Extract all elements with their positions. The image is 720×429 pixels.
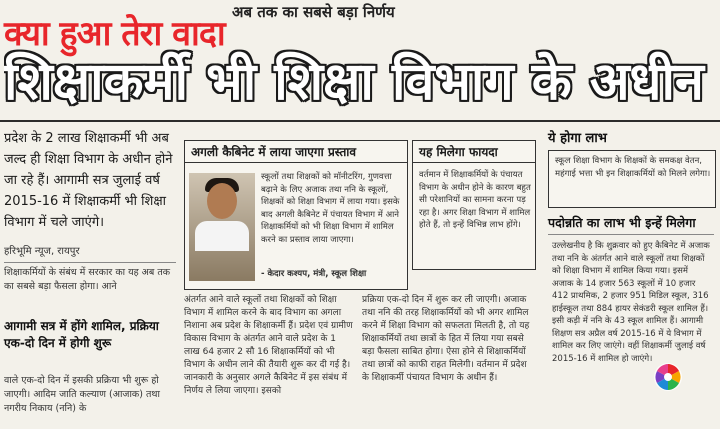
kicker-top: अब तक का सबसे बड़ा निर्णय [232,3,395,21]
middle-col-2: प्रक्रिया एक-दो दिन में शुरू कर ली जाएगी। अजाक तथा ननि की तरह शिक्षाकर्मियों को भी अगर शामिल करने में शिक्षा विभाग को सफलता मिलती है, तो यह शिक्षाकर्मियों तथा छात्रों के हित में लिया गया सबसे बड़ा फैसला साबित होगा। ऐसा होने से शिक्षाकर्मियों तथा छात्रों को काफी राहत मिलेगी। वर्तमान में प्रदेश के शिक्षाकर्मी पंचायत विभाग के अधीन हैं। [362,295,530,383]
benefit-box [412,140,536,270]
lead-text: प्रदेश के 2 लाख शिक्षाकर्मी भी अब जल्द ही शिक्षा विभाग के अधीन होने जा रहे हैं। आगामी सत्र जुलाई वर्ष 2015-16 में शिक्षाकर्मी भी शिक्षा विभाग में चले जाएंगे। [4,131,173,230]
cabinet-attribution: - केदार कश्यप, मंत्री, स्कूल शिक्षा [261,269,367,279]
lead-subhead: आगामी सत्र में होंगे शामिल, प्रक्रिया एक-दो दिन में होगी शुरू [4,319,159,350]
headline: शिक्षाकर्मी भी शिक्षा विभाग के अधीन [4,52,704,112]
divider [4,262,176,263]
middle-col-1: अंतर्गत आने वाले स्कूलों तथा शिक्षकों को शिक्षा विभाग में शामिल करने के बाद विभाग का अगला निशाना अब प्रदेश के शिक्षाकर्मी हैं। प्रदेश एवं ग्रामीण विकास विभाग के अंतर्गत आने वाले प्रदेश के 1 लाख 64 हजार 2 सौ 16 शिक्षाकर्मियों को भी विभाग के अधीन लाने की तैयारी शुरू कर दी गई है। जानकारी के अनुसार अगले कैबिनेट में इस संबंध में निर्णय ले लिया जाएगा। इसको [184,295,353,396]
cabinet-title: अगली कैबिनेट में लाया जाएगा प्रस्ताव [185,141,407,163]
minister-photo [189,173,255,281]
right-divider [548,234,714,235]
right-box-1 [548,150,716,208]
right-title-1: ये होगा लाभ [548,131,607,146]
lead-para-1: शिक्षाकर्मियों के संबंध में सरकार का यह अब तक का सबसे बड़ा फैसला होगा। आने [4,267,171,292]
byline: हरिभूमि न्यूज, रायपुर [4,246,80,257]
cabinet-quote: स्कूलों तथा शिक्षकों को मॉनीटरिंग, गुणवत्ता बढ़ाने के लिए अजाक तथा ननि के स्कूलों, शिक्षकों को शिक्षा विभाग में लाया गया। इसके बाद अगली कैबिनेट में पंचायत विभाग में आने शिक्षाकर्मियों को भी शिक्षा विभाग में शामिल करने का प्रस्ताव लाया जाएगा। [261,172,400,245]
photo-shirt [195,221,249,251]
photo-face [207,183,237,219]
right-title-2: पदोन्नति का लाभ भी इन्हें मिलेगा [548,215,696,230]
pinwheel-logo-icon [653,362,683,392]
right-item-2: उल्लेखनीय है कि शुक्रवार को हुए कैबिनेट में अजाक तथा ननि के अंतर्गत आने वाले स्कूलों तथा शिक्षकों को शिक्षा विभाग में शामिल किया गया। इसमें अजाक के 14 हजार 563 स्कूलों में 10 हजार 412 प्राथमिक, 2 हजार 951 मिडिल स्कूल, 316 हाईस्कूल तथा 884 हायर सेकंडरी स्कूल शामिल हैं। इसी कड़ी में ननि के 43 स्कूल शामिल हैं। आगामी शिक्षण सत्र अप्रैल वर्ष 2015-16 में ये विभाग में शामिल कर लिए जाएंगे। वहीं शिक्षाकर्मी जुलाई वर्ष 2015-16 में शामिल हो जाएंगे। [552,241,710,364]
headline-rule [0,120,720,122]
right-item-1: स्कूल शिक्षा विभाग के शिक्षकों के समकक्ष वेतन, महंगाई भत्ता भी इन शिक्षाकर्मियों को मिलने लगेगा। [555,156,711,179]
lead-para-2: वाले एक-दो दिन में इसकी प्रक्रिया भी शुरू हो जाएगी। आदिम जाति कल्याण (आजाक) तथा नगरीय निकाय (ननि) के [4,375,160,414]
kicker-red: क्या हुआ तेरा वादा [4,14,225,54]
cabinet-box [184,140,408,290]
benefit-text: वर्तमान में शिक्षाकर्मियों के पंचायत विभाग के अधीन होने के कारण बहुत सी परेशानियों का सामना करना पड़ रहा है। अगर शिक्षा विभाग में शामिल होते हैं, तो इन्हें विभिन्न लाभ होंगे। [419,170,531,230]
benefit-title: यह मिलेगा फायदा [413,141,535,163]
